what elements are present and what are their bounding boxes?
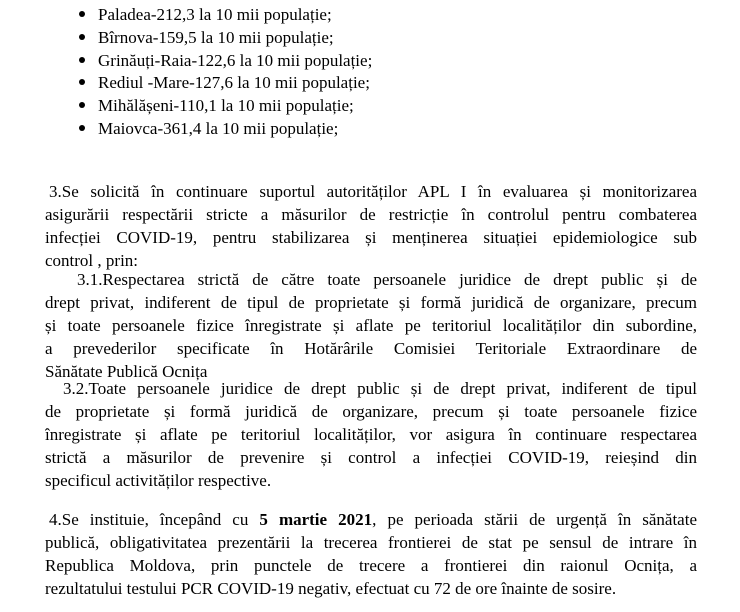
- bullet-icon: [79, 57, 85, 63]
- bullet-icon: [79, 102, 85, 108]
- bullet-icon: [79, 11, 85, 17]
- paragraph-line: control , prin:: [45, 251, 139, 270]
- bullet-icon: [79, 79, 85, 85]
- paragraph-line: și toate persoanele fizice înregistrate și aflate pe teritoriul localităților din subordine,: [45, 316, 697, 335]
- paragraph-line: rezultatului testului PCR COVID-19 negativ, efectuat cu 72 de ore înainte de sosire.: [45, 579, 617, 598]
- paragraph-line: infecției COVID-19, pentru stabilizarea și menținerea situației epidemiologice sub: [45, 228, 697, 247]
- section-3-paragraph: [45, 180, 697, 272]
- list-item-text: Grinăuți-Raia-122,6 la 10 mii populație;: [98, 50, 373, 70]
- date-highlight: 5 martie 2021: [259, 510, 373, 529]
- list-item-text: Paladea-212,3 la 10 mii populație;: [98, 5, 332, 24]
- paragraph-line: a prevederilor specificate în Hotărârile Comisiei Teritoriale Extraordinare de: [45, 339, 697, 358]
- paragraph-line: înregistrate și aflate pe teritoriul localităților, vor asigura în continuare respectarea: [45, 425, 697, 444]
- list-item: [79, 26, 679, 49]
- paragraph-line: publică, obligativitatea prezentării la trecerea frontierei de stat pe sensul de intrare în: [45, 533, 697, 552]
- list-item-text: Mihălășeni-110,1 la 10 mii populație;: [98, 96, 354, 116]
- list-item-text: Rediul -Mare-127,6 la 10 mii populație;: [98, 73, 370, 93]
- paragraph-line: drept privat, indiferent de tipul de proprietate și formă juridică de organizare, precum: [45, 293, 697, 312]
- paragraph-line: 3.1.Respectarea strictă de către toate persoanele juridice de drept public și de: [77, 270, 697, 289]
- paragraph-line: 3.Se solicită în continuare suportul autorităților APL I în evaluarea și monitorizarea: [49, 182, 697, 201]
- section-3-2-paragraph: [45, 377, 697, 492]
- paragraph-line: Republica Moldova, prin punctele de trecere a frontierei din raionul Ocnița, a: [45, 556, 697, 575]
- paragraph-line: specificul activităților respective.: [45, 471, 272, 490]
- list-item-text: Maiovca-361,4 la 10 mii populație;: [98, 118, 339, 138]
- section-4-paragraph: [45, 508, 697, 600]
- paragraph-line: [45, 508, 697, 531]
- list-item-text: Bîrnova-159,5 la 10 mii populație;: [98, 27, 334, 47]
- list-item: [79, 117, 679, 140]
- paragraph-line: asigurării respectării stricte a măsurilor de restricție în controlul pentru combaterea: [45, 205, 697, 224]
- bullet-icon: [79, 125, 85, 131]
- list-item: [79, 49, 679, 72]
- population-bullet-list: [79, 3, 679, 140]
- paragraph-line: 3.2.Toate persoanele juridice de drept public și de drept privat, indiferent de tipul: [63, 379, 697, 398]
- list-item: [79, 3, 679, 26]
- list-item: [79, 71, 679, 94]
- section-3-1-paragraph: [45, 268, 697, 383]
- paragraph-text: 4.Se instituie, începând cu: [49, 510, 260, 529]
- paragraph-line: de proprietate și formă juridică de organizare, precum și toate persoanele fizice: [45, 402, 697, 421]
- paragraph-line: Sănătate Publică Ocnița: [45, 362, 208, 381]
- paragraph-line: strictă a măsurilor de prevenire și control a infecției COVID-19, reieșind din: [45, 448, 697, 467]
- paragraph-text: , pe perioada stării de urgență în sănătate: [372, 510, 697, 529]
- list-item: [79, 94, 679, 117]
- bullet-icon: [79, 34, 85, 40]
